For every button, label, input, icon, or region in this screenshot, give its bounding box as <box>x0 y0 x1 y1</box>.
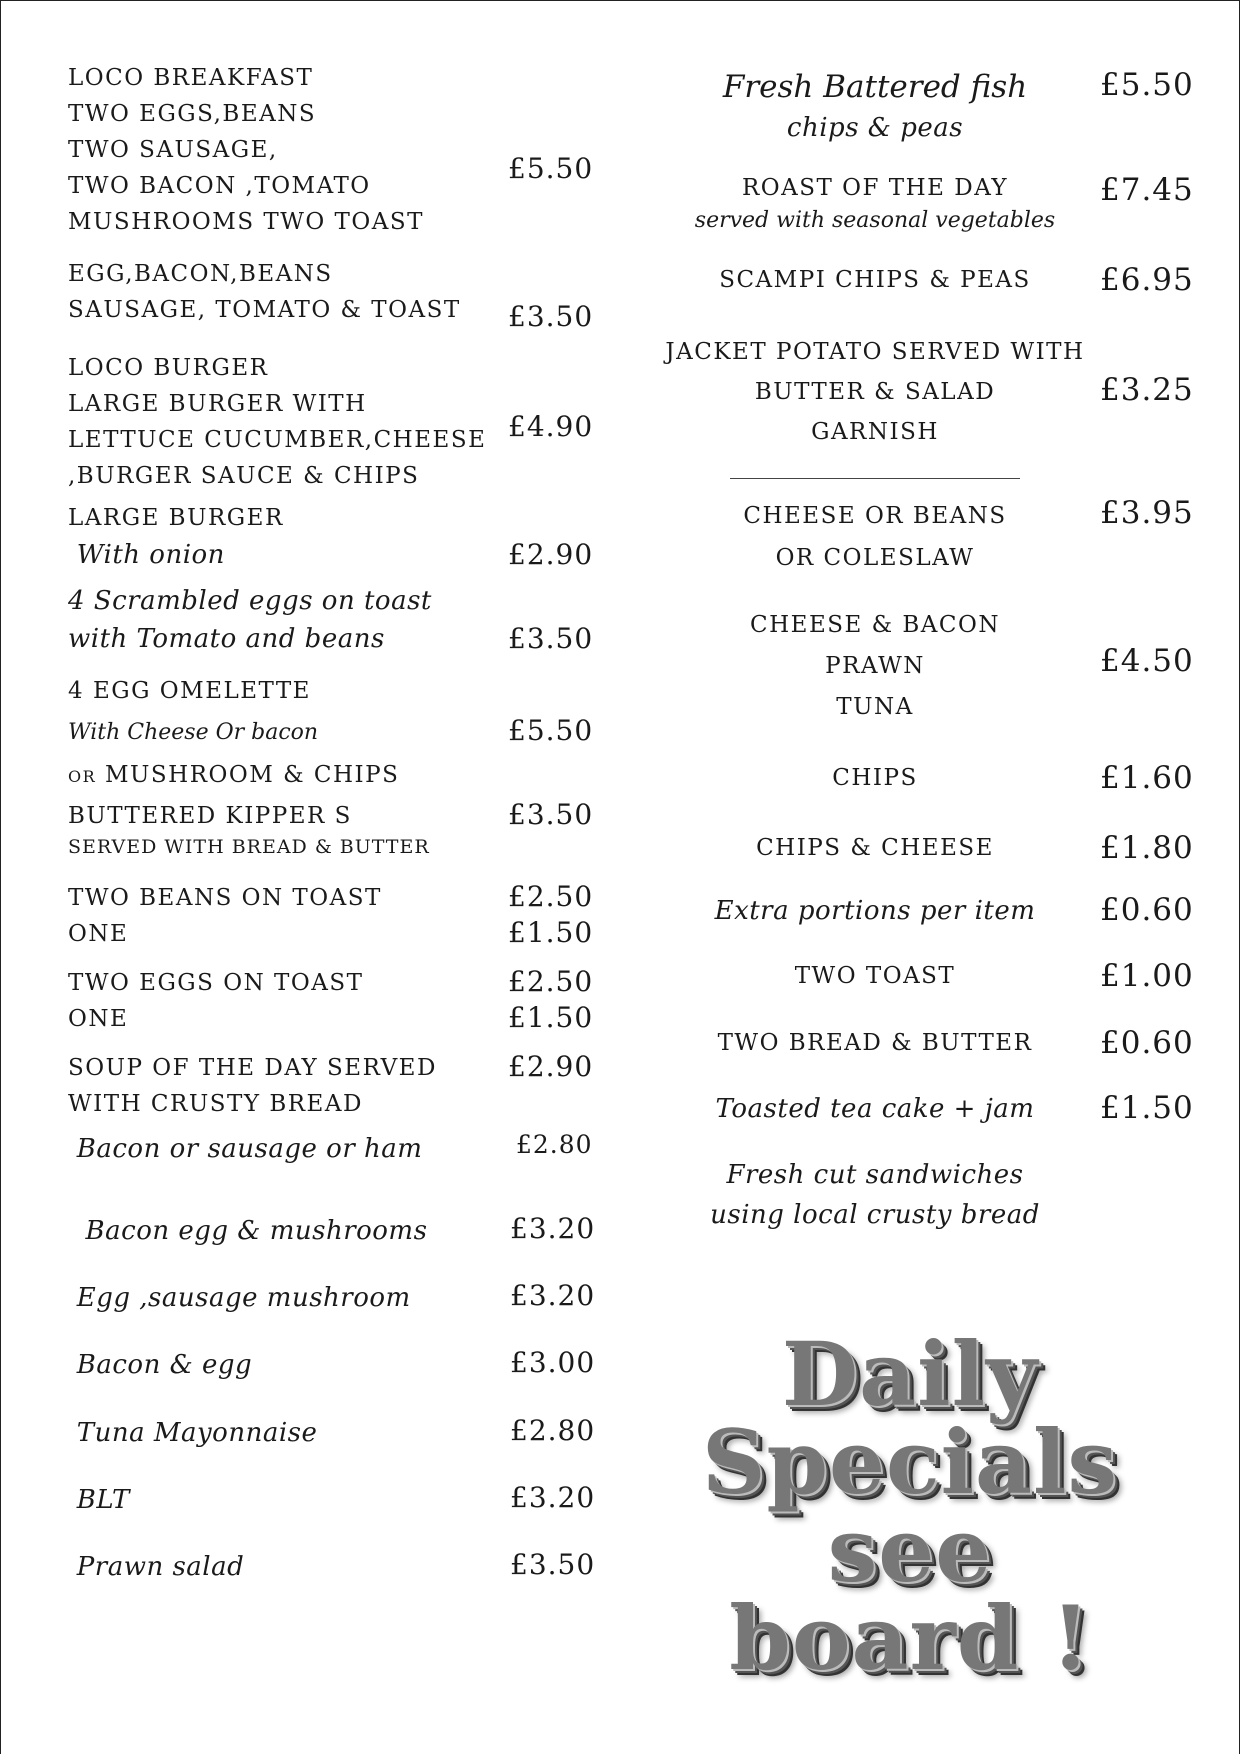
item-price: £3.50 <box>508 300 594 333</box>
item-line: MUSHROOMS TWO TOAST <box>68 209 424 235</box>
item-line: TWO BREAD & BUTTER <box>717 1030 1033 1056</box>
item-line: CHIPS & CHEESE <box>756 835 994 861</box>
item-line: LOCO BREAKFAST <box>68 65 314 91</box>
item-price: £1.50 <box>508 916 594 949</box>
item-line: OR COLESLAW <box>775 545 975 571</box>
item-line: chips & peas <box>786 113 964 143</box>
item-price: £1.50 <box>1100 1090 1194 1126</box>
item-line: or MUSHROOM & CHIPS <box>68 762 400 788</box>
item-line: LOCO BURGER <box>68 355 269 381</box>
item-line: With Cheese Or bacon <box>68 720 319 745</box>
item-price: £2.90 <box>508 1050 594 1083</box>
item-line: JACKET POTATO SERVED WITH <box>665 339 1085 365</box>
item-price: £0.60 <box>1100 892 1194 928</box>
item-line: TUNA <box>836 694 914 720</box>
item-price: £3.25 <box>1100 372 1194 408</box>
item-price: £2.80 <box>510 1414 596 1447</box>
specials-line: Daily <box>781 1322 1039 1426</box>
divider-line <box>730 478 1020 479</box>
item-price: £3.00 <box>510 1346 596 1379</box>
item-line: ROAST OF THE DAY <box>741 175 1009 201</box>
item-price: £3.50 <box>510 1548 596 1581</box>
item-price: £2.50 <box>508 880 594 913</box>
item-line: BUTTERED KIPPER S <box>68 803 352 829</box>
item-price: £1.50 <box>508 1001 594 1034</box>
item-price: £3.20 <box>510 1279 596 1312</box>
specials-line: board ! <box>729 1586 1091 1690</box>
item-price: £3.50 <box>508 798 594 831</box>
item-line: Bacon & egg <box>68 1350 253 1380</box>
item-line: Bacon egg & mushrooms <box>68 1216 428 1246</box>
item-line: Toasted tea cake + jam <box>715 1094 1035 1124</box>
item-line: With onion <box>68 540 225 570</box>
item-line: TWO TOAST <box>794 963 956 989</box>
item-line: ,BURGER SAUCE & CHIPS <box>68 463 420 489</box>
item-line: 4 EGG OMELETTE <box>68 678 311 704</box>
item-line: with Tomato and beans <box>68 624 385 654</box>
item-price: £1.60 <box>1100 760 1194 796</box>
item-line: CHEESE OR BEANS <box>743 503 1007 529</box>
item-price: £2.80 <box>516 1130 593 1159</box>
item-line: TWO BACON ,TOMATO <box>68 173 371 199</box>
item-price: £5.50 <box>508 152 594 185</box>
item-line: EGG,BACON,BEANS <box>68 261 333 287</box>
item-line: TWO EGGS ON TOAST <box>68 970 364 996</box>
item-price: £1.80 <box>1100 830 1194 866</box>
item-line: SAUSAGE, TOMATO & TOAST <box>68 297 461 323</box>
item-line: PRAWN <box>825 653 925 679</box>
item-line: ONE <box>68 1006 129 1032</box>
item-price: £2.90 <box>508 538 594 571</box>
item-line: Extra portions per item <box>714 896 1036 926</box>
item-line: Bacon or sausage or ham <box>68 1134 423 1164</box>
item-line: ONE <box>68 921 129 947</box>
item-price: £4.50 <box>1100 643 1194 679</box>
item-line: LETTUCE CUCUMBER,CHEESE <box>68 427 487 453</box>
item-line: GARNISH <box>811 419 939 445</box>
item-price: £2.50 <box>508 965 594 998</box>
specials-line: see <box>827 1498 993 1602</box>
item-line: Egg ,sausage mushroom <box>68 1283 411 1313</box>
item-line: Prawn salad <box>68 1552 245 1582</box>
item-price: £6.95 <box>1100 262 1194 298</box>
item-price: £5.50 <box>1100 67 1194 103</box>
item-line: Fresh Battered fish <box>722 69 1028 105</box>
item-price: £3.20 <box>510 1212 596 1245</box>
item-price: £7.45 <box>1100 172 1194 208</box>
item-price: £1.00 <box>1100 958 1194 994</box>
item-line: TWO EGGS,BEANS <box>68 101 317 127</box>
specials-line: Specials <box>701 1410 1119 1514</box>
item-price: £3.50 <box>508 622 594 655</box>
item-price: £3.95 <box>1100 495 1194 531</box>
item-line: 4 Scrambled eggs on toast <box>68 586 432 616</box>
item-line: Fresh cut sandwiches <box>726 1160 1024 1190</box>
item-line: using local crusty bread <box>710 1200 1040 1230</box>
item-line: Tuna Mayonnaise <box>68 1418 318 1448</box>
item-line: LARGE BURGER <box>68 505 284 531</box>
item-price: £3.20 <box>510 1481 596 1514</box>
item-price: £4.90 <box>508 410 594 443</box>
item-price: £0.60 <box>1100 1025 1194 1061</box>
item-line: TWO BEANS ON TOAST <box>68 885 382 911</box>
item-line: CHIPS <box>832 765 918 791</box>
item-line: CHEESE & BACON <box>750 612 1000 638</box>
item-line: BLT <box>68 1485 130 1515</box>
item-line: SOUP OF THE DAY SERVED <box>68 1055 437 1081</box>
item-price: £5.50 <box>508 714 594 747</box>
item-line: TWO SAUSAGE, <box>68 137 278 163</box>
item-line: SCAMPI CHIPS & PEAS <box>719 267 1031 293</box>
item-line: SERVED WITH BREAD & BUTTER <box>68 836 430 858</box>
daily-specials-banner <box>650 1322 1170 1690</box>
item-line: LARGE BURGER WITH <box>68 391 367 417</box>
item-line: WITH CRUSTY BREAD <box>68 1091 363 1117</box>
item-line: served with seasonal vegetables <box>694 208 1056 233</box>
item-line: BUTTER & SALAD <box>754 379 996 405</box>
